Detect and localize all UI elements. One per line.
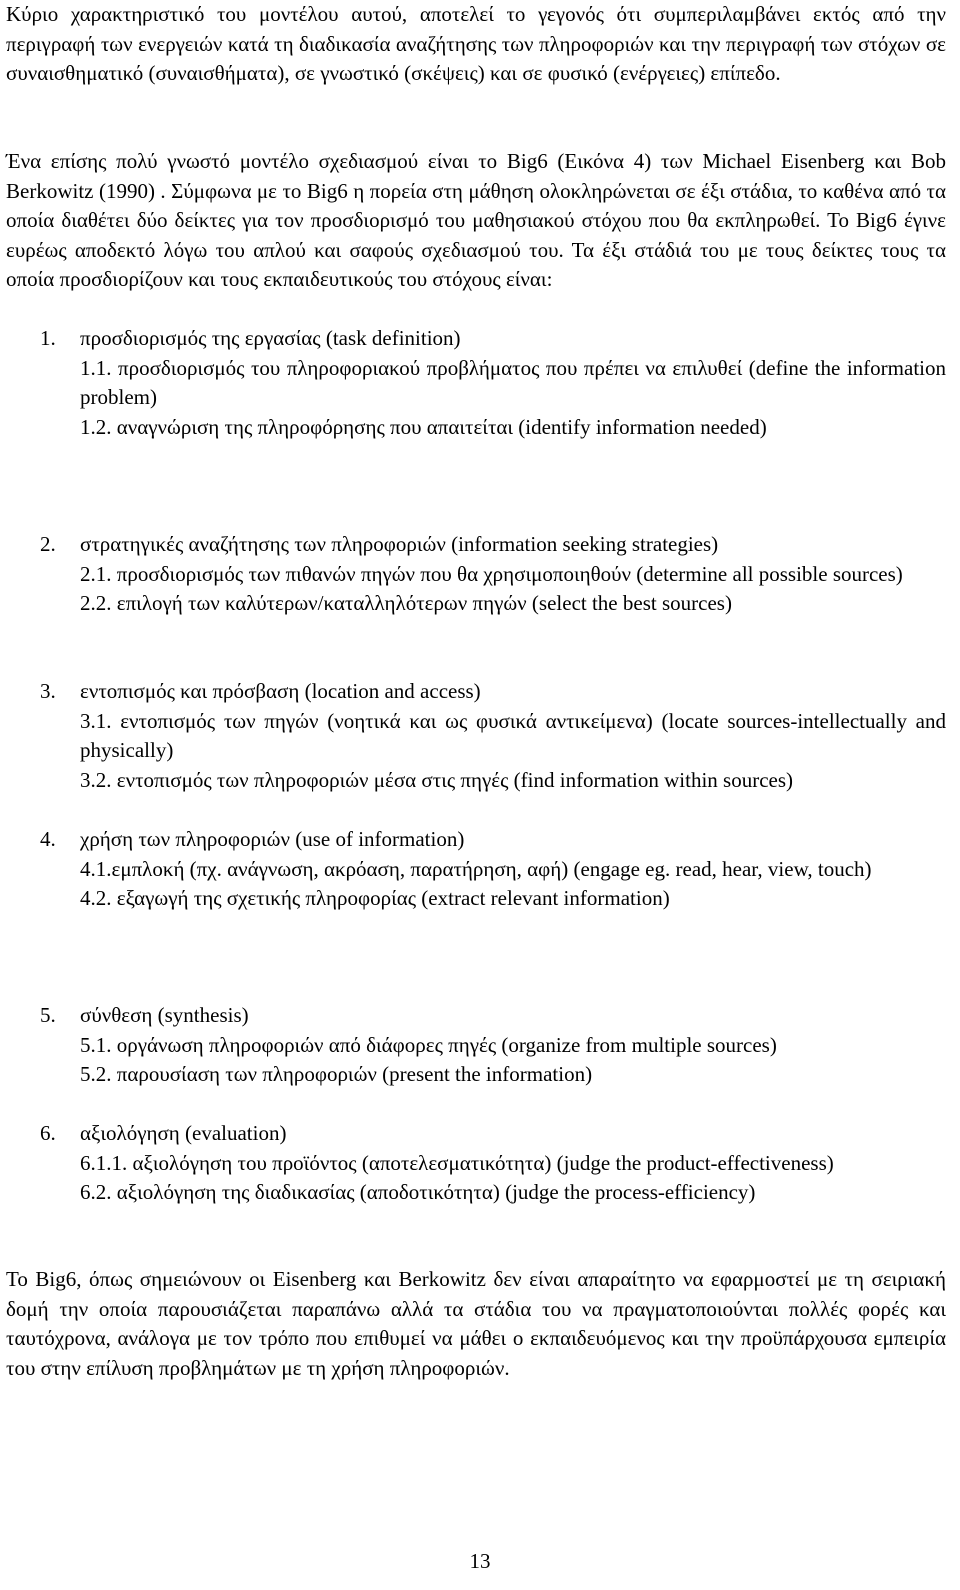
stage-title: προσδιορισμός της εργασίας (task definition)	[80, 326, 461, 350]
stage-2	[0, 530, 960, 619]
stage-indicator: 4.2. εξαγωγή της σχετικής πληροφορίας (extract relevant information)	[80, 886, 670, 910]
stage-3	[0, 677, 960, 795]
stage-title: εντοπισμός και πρόσβαση (location and access)	[80, 679, 481, 703]
stage-indicator: 3.2. εντοπισμός των πληροφοριών μέσα στις πηγές (find information within sources)	[80, 767, 794, 792]
stage-1	[0, 324, 960, 442]
stage-number: 5.	[40, 1003, 56, 1027]
stage-indicator: 6.2. αξιολόγηση της διαδικασίας (αποδοτικότητα) (judge the process-efficiency)	[80, 1180, 756, 1204]
stage-indicator: 2.1. προσδιορισμός των πιθανών πηγών που θα χρησιμοποιηθούν (determine all possible sources)	[80, 561, 903, 586]
stage-title: στρατηγικές αναζήτησης των πληροφοριών (information seeking strategies)	[80, 532, 719, 556]
stage-indicator: 2.2. επιλογή των καλύτερων/καταλληλότερων πηγών (select the best sources)	[80, 591, 732, 615]
stage-4	[0, 825, 960, 914]
stage-title: σύνθεση (synthesis)	[80, 1003, 249, 1027]
stage-indicator: 6.1.1. αξιολόγηση του προϊόντος (αποτελεσματικότητα) (judge the product-effectiveness)	[80, 1150, 834, 1175]
stage-indicator: 5.2. παρουσίαση των πληροφοριών (present the information)	[80, 1062, 593, 1086]
stage-indicator: 1.1. προσδιορισμός του πληροφοριακού προβλήματος που πρέπει να επιλυθεί (define the information problem)	[80, 355, 946, 409]
stage-5	[0, 1001, 960, 1090]
stage-indicator: 3.1. εντοπισμός των πηγών (νοητικά και ως φυσικά αντικείμενα) (locate sources-intellectually and physically)	[80, 708, 946, 762]
stage-number: 4.	[40, 827, 56, 851]
stage-indicator: 1.2. αναγνώριση της πληροφόρησης που απαιτείται (identify information needed)	[80, 414, 767, 439]
stage-number: 6.	[40, 1121, 56, 1145]
paragraph-big6: Ένα επίσης πολύ γνωστό μοντέλο σχεδιασμού είναι το Big6 (Εικόνα 4) των Michael Eisenberg και Bob Berkowitz (1990) . Σύμφωνα με το Big6 η πορεία στη μάθηση ολοκληρώνεται σε έξι στάδια, το καθένα από τα οποία διαθέτει δύο δείκτες για τον προσδιορισμό του μαθησιακού στόχου που θα εκπληρωθεί. Το Big6 έγινε ευρέως αποδεκτό λόγω του απλού και σαφούς σχεδιασμού του. Τα έξι στάδιά του με τους δείκτες τους τα οποία προσδιορίζουν και τους εκπαιδευτικούς του στόχους είναι:	[6, 149, 946, 291]
stage-title: χρήση των πληροφοριών (use of information)	[80, 827, 465, 851]
paragraph-conclusion: Το Big6, όπως σημειώνουν οι Eisenberg και Berkowitz δεν είναι απαραίτητο να εφαρμοστεί με τη σειριακή δομή την οποία παρουσιάζεται παραπάνω αλλά τα στάδια του να πραγματοποιούνται πολλές φορές και ταυτόχρονα, ανάλογα με τον τρόπο που επιθυμεί να μάθει ο εκπαιδευόμενος και την προϋπάρχουσα εμπειρία του στην επίλυση προβλημάτων με τη χρήση πληροφοριών.	[6, 1267, 946, 1380]
page-number: 13	[469, 1549, 491, 1573]
paragraph-intro: Κύριο χαρακτηριστικό του μοντέλου αυτού, αποτελεί το γεγονός ότι συμπεριλαμβάνει εκτός από την περιγραφή των ενεργειών κατά τη διαδικασία αναζήτησης των πληροφοριών και την περιγραφή των στόχων σε συναισθηματικό (συναισθήματα), σε γνωστικό (σκέψεις) και σε φυσικό (ενέργειες) επίπεδο.	[6, 2, 946, 85]
stage-indicator: 4.1.εμπλοκή (πχ. ανάγνωση, ακρόαση, παρατήρηση, αφή) (engage eg. read, hear, view, touch)	[80, 856, 872, 881]
stage-number: 3.	[40, 679, 56, 703]
stage-6	[0, 1119, 960, 1208]
stage-indicator: 5.1. οργάνωση πληροφοριών από διάφορες πηγές (organize from multiple sources)	[80, 1032, 777, 1057]
stage-number: 2.	[40, 532, 56, 556]
stage-number: 1.	[40, 326, 56, 350]
stage-title: αξιολόγηση (evaluation)	[80, 1121, 287, 1145]
